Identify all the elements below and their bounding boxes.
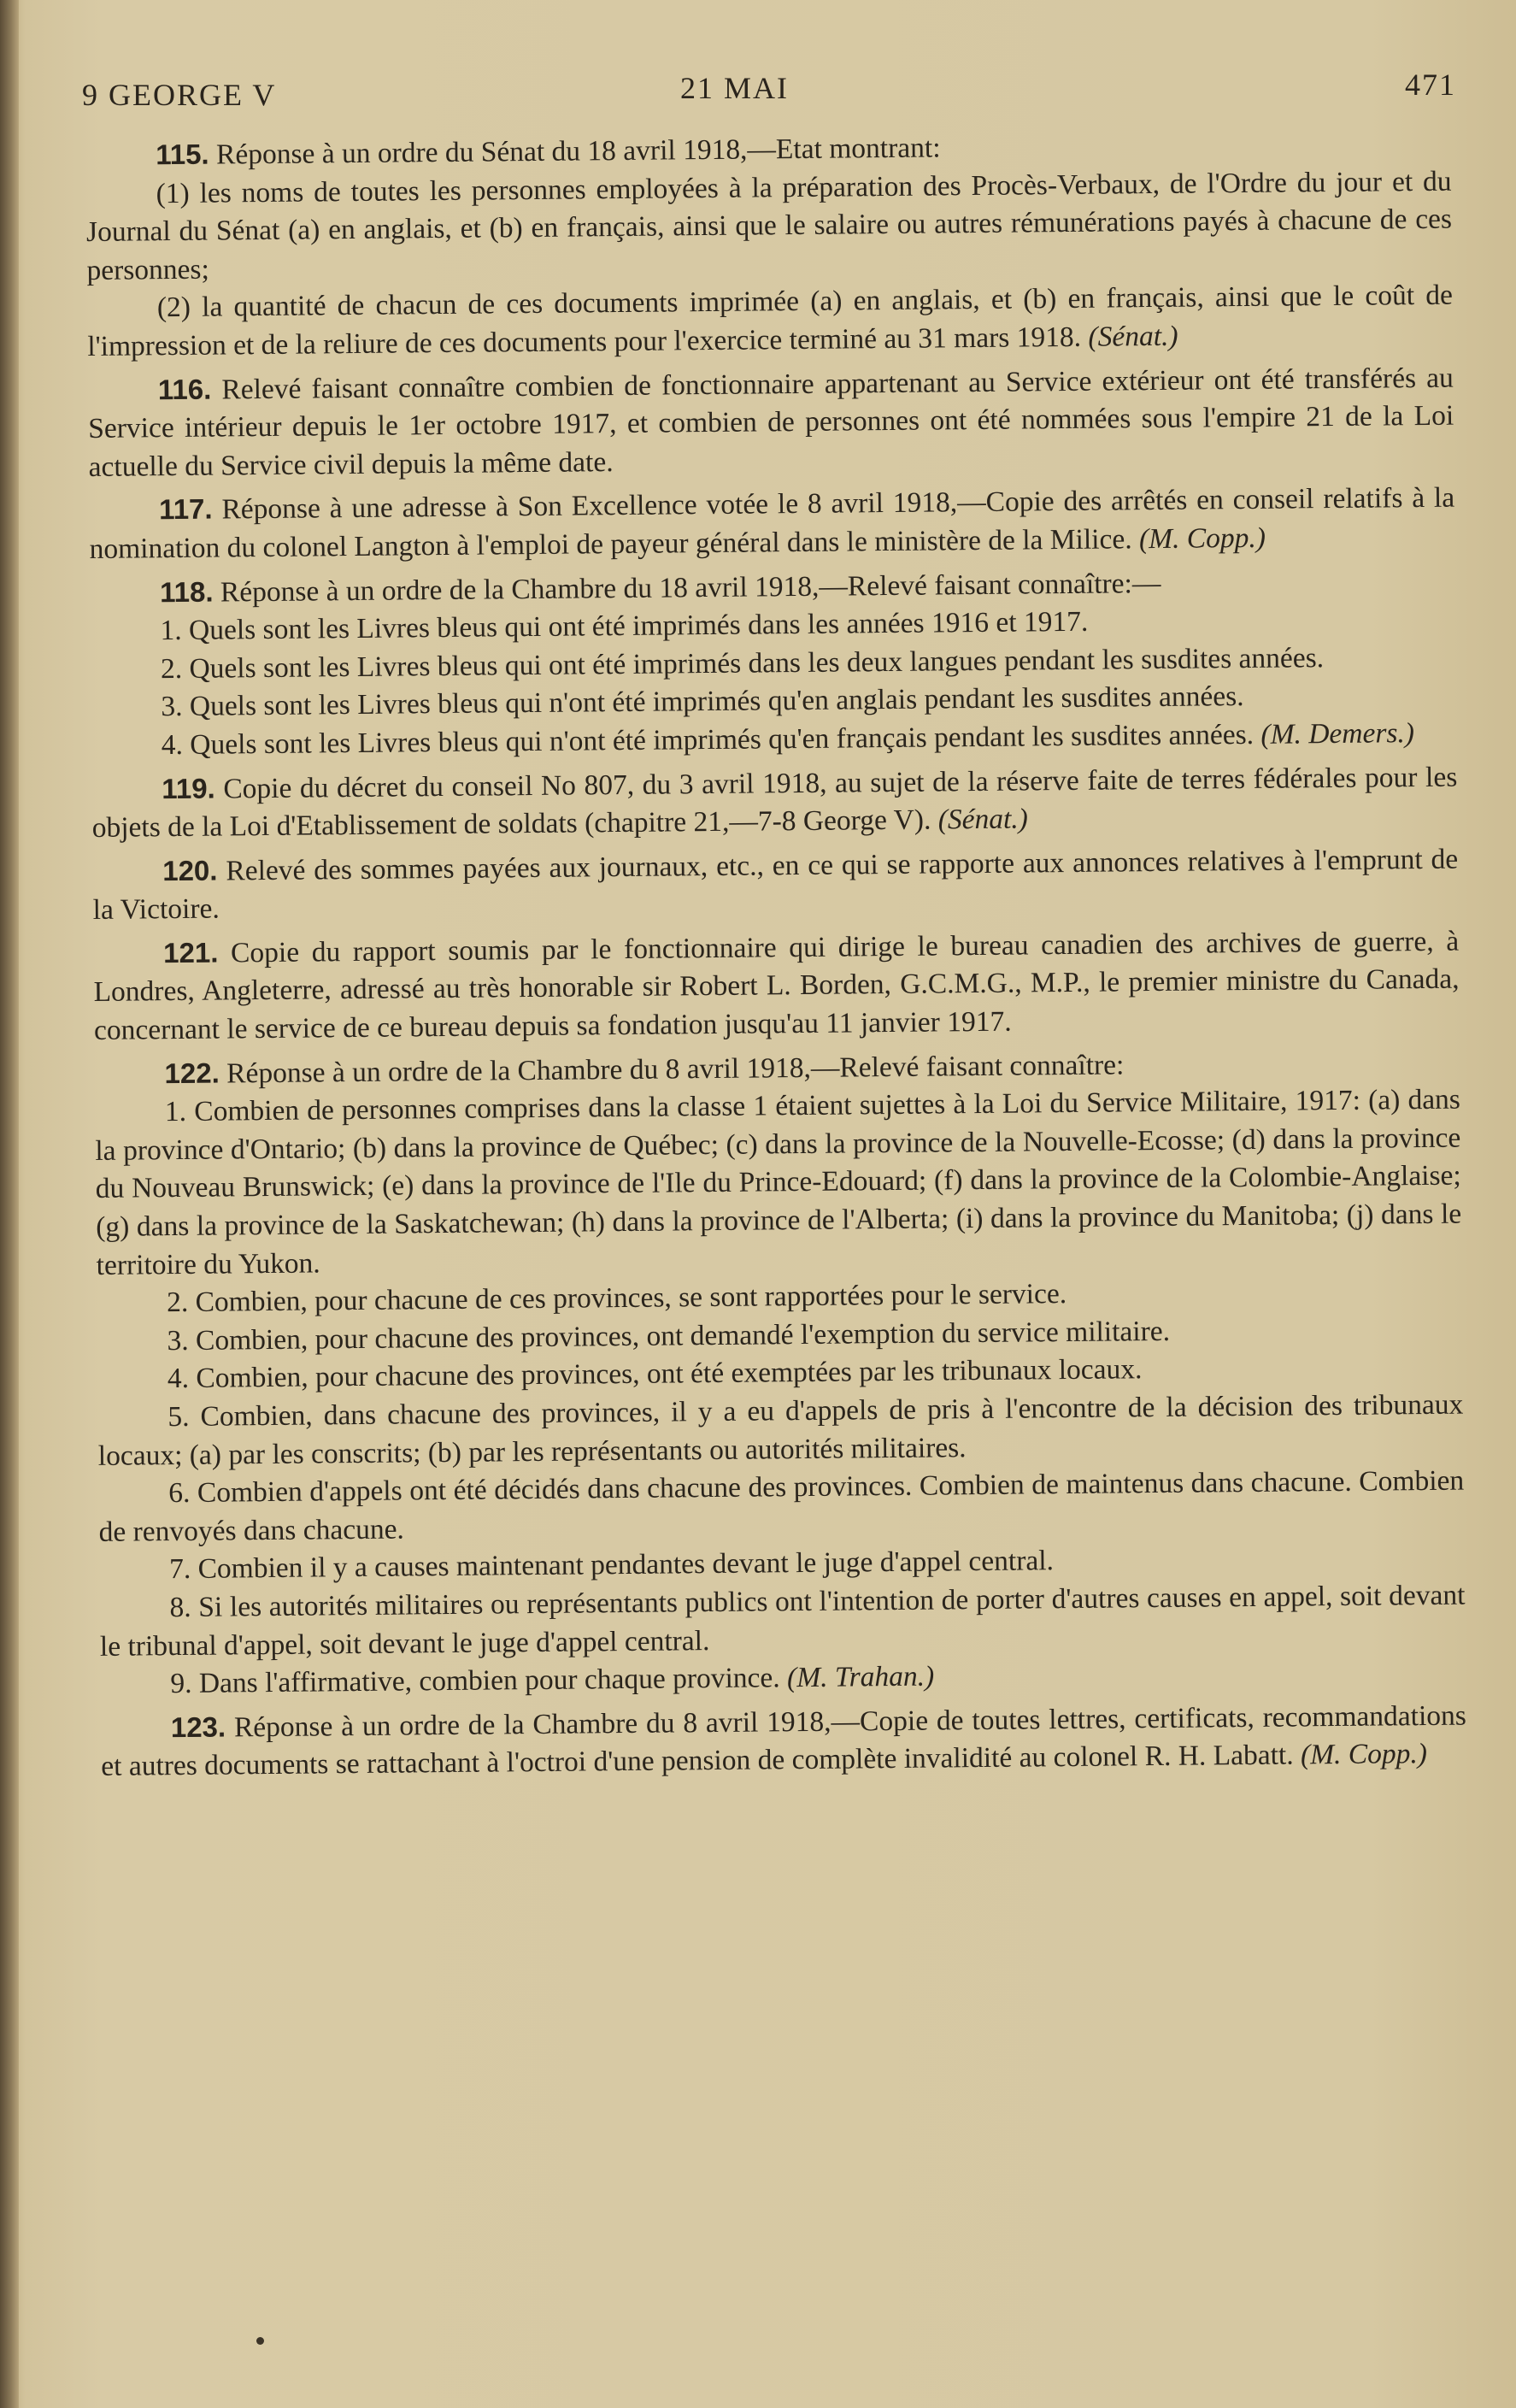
entry-text: Relevé faisant connaître combien de fonctionnaire appartenant au Service extérieur ont été transférés au Service intérieur depuis le 1er octobre 1917, et combien de personnes ont été nommées sous l'empire 21 de la Loi actuelle du Service civil depuis la même date. <box>88 362 1454 483</box>
subitem-text: 6. Combien d'appels ont été décidés dans chacune des provinces. Combien de maintenus dans chacune. Combien de renvoyés dans chacune. <box>98 1464 1465 1548</box>
entry-paragraph <box>91 757 1458 848</box>
entry-subitem <box>95 1081 1462 1285</box>
subitem-text: 2. Quels sont les Livres bleus qui ont été imprimés dans les deux langues pendant les susdites années. <box>160 641 1325 685</box>
entry-subitem <box>99 1577 1466 1667</box>
entry-text: Copie du rapport soumis par le fonctionnaire qui dirige le bureau canadien des archives de guerre, à Londres, Angleterre, adressé au très honorable sir Robert L. Borden, G.C.M.G., M.P., le premier ministre du Canada, concernant le service de ce bureau depuis sa fondation jusqu'au 11 janvier 1917. <box>93 925 1460 1047</box>
header-date: 21 MAI <box>680 71 789 105</box>
subitem-text: 4. Quels sont les Livres bleus qui n'ont été imprimés qu'en français pendant les susdites années. <box>161 718 1255 762</box>
subitem-text: 9. Dans l'affirmative, combien pour chaque province. <box>170 1662 780 1700</box>
subitem-text: 3. Quels sont les Livres bleus qui n'ont été imprimés qu'en anglais pendant les susdites années. <box>161 680 1244 723</box>
book-binding-edge <box>0 0 19 2408</box>
entry-text: Réponse à un ordre du Sénat du 18 avril 1918,—Etat montrant: <box>215 132 941 171</box>
document-entry <box>88 358 1454 486</box>
entry-subitem <box>98 1463 1465 1552</box>
document-entry <box>101 1696 1467 1787</box>
ink-spot <box>256 2337 264 2345</box>
entry-number: 120. <box>162 854 218 886</box>
entry-paragraph <box>89 479 1455 569</box>
document-entry <box>85 124 1454 367</box>
subitem-text: 3. Combien, pour chacune des provinces, ont demandé l'exemption du service militaire. <box>167 1315 1171 1357</box>
entry-paragraph <box>101 1696 1467 1787</box>
subitem-text: 7. Combien il y a causes maintenant pendantes devant le juge d'appel central. <box>168 1545 1055 1586</box>
entry-subitem <box>87 277 1454 367</box>
header-reign: 9 GEORGE V <box>82 78 277 112</box>
entry-number: 122. <box>164 1057 220 1089</box>
entry-number: 118. <box>159 575 214 608</box>
subitem-text: 5. Combien, dans chacune des provinces, il y a eu d'appels de pris à l'encontre de la décision des tribunaux locaux; (a) par les conscrits; (b) par les représentants ou autorités militaires. <box>97 1388 1464 1472</box>
entry-number: 123. <box>170 1710 226 1743</box>
document-entry <box>94 1042 1466 1704</box>
entry-paragraph <box>88 358 1454 486</box>
entry-paragraph <box>93 921 1460 1050</box>
subitem-text: 8. Si les autorités militaires ou représentants publics ont l'intention de porter d'autres causes en appel, soit devant le tribunal d'appel, soit devant le juge d'appel central. <box>99 1579 1466 1663</box>
entry-text: Relevé des sommes payées aux journaux, etc., en ce qui se rapporte aux annonces relatives à l'emprunt de la Victoire. <box>92 843 1459 927</box>
subitem-text: (1) les noms de toutes les personnes employées à la préparation des Procès-Verbaux, de l'Ordre du jour et du Journal du Sénat (a) en anglais, et (b) en français, ainsi que le salaire ou autres rémunérations payés à chacune de ces personnes; <box>85 165 1453 286</box>
entry-source: (M. Trahan.) <box>786 1660 935 1694</box>
entry-source: (Sénat.) <box>937 803 1029 836</box>
entry-number: 116. <box>157 373 212 405</box>
entry-number: 117. <box>159 492 213 526</box>
entry-text: Réponse à une adresse à Son Excellence votée le 8 avril 1918,—Copie des arrêtés en conseil relatifs à la nomination du colonel Langton à l'emploi de payeur général dans le ministère de la Milice. <box>89 481 1455 565</box>
page-number: 471 <box>1405 68 1456 102</box>
entry-number: 115. <box>156 138 209 171</box>
running-header <box>82 67 1456 118</box>
document-entry <box>90 561 1457 765</box>
document-body <box>85 124 1467 1792</box>
entry-source: (M. Demers.) <box>1260 717 1415 751</box>
entry-text: Copie du décret du conseil No 807, du 3 avril 1918, au sujet de la réserve faite de terres fédérales pour les objets de la Loi d'Etablissement de soldats (chapitre 21,—7-8 George V). <box>91 761 1458 845</box>
entry-subitem <box>97 1387 1464 1476</box>
document-entry <box>91 757 1458 848</box>
document-entry <box>92 839 1459 930</box>
subitem-text: (2) la quantité de chacun de ces documents imprimée (a) en anglais, et (b) en français, ainsi que le coût de l'impression et de la reliure de ces documents pour l'exercice terminé au 31 mars 1918. <box>87 280 1454 362</box>
entry-source: (Sénat.) <box>1088 320 1178 353</box>
entry-text: Réponse à un ordre de la Chambre du 8 avril 1918,—Relevé faisant connaître: <box>226 1049 1125 1090</box>
entry-paragraph <box>92 839 1459 930</box>
document-entry <box>93 921 1460 1050</box>
document-entry <box>89 479 1455 569</box>
entry-text: Réponse à un ordre de la Chambre du 8 avril 1918,—Copie de toutes lettres, certificats, recommandations et autres documents se rattachant à l'octroi d'une pension de complète invalidité au colonel R. H. Labatt. <box>101 1699 1466 1783</box>
subitem-text: 1. Combien de personnes comprises dans la classe 1 étaient sujettes à la Loi du Service Militaire, 1917: (a) dans la province d'Ontario; (b) dans la province de Québec; (c) dans la province de la Nouvelle-Ecosse; (d) dans la province du Nouveau Brunswick; (e) dans la province de l'Ile du Prince-Edouard; (f) dans la province de la Colombie-Anglaise; (g) dans la province de la Saskatchewan; (h) dans la province de l'Alberta; (i) dans la province du Manitoba; (j) dans le territoire du Yukon. <box>95 1083 1462 1281</box>
entry-number: 121. <box>162 936 219 969</box>
entry-source: (M. Copp.) <box>1300 1738 1428 1771</box>
subitem-text: 4. Combien, pour chacune des provinces, ont été exemptées par les tribunaux locaux. <box>167 1353 1143 1395</box>
subitem-text: 1. Quels sont les Livres bleus qui ont été imprimés dans les années 1916 et 1917. <box>160 605 1089 647</box>
entry-subitem <box>85 162 1452 290</box>
entry-text: Réponse à un ordre de la Chambre du 18 avril 1918,—Relevé faisant connaître:— <box>220 567 1161 609</box>
entry-number: 119. <box>162 772 215 804</box>
subitem-text: 2. Combien, pour chacune de ces provinces, se sont rapportées pour le service. <box>166 1278 1067 1319</box>
entry-source: (M. Copp.) <box>1138 521 1266 556</box>
